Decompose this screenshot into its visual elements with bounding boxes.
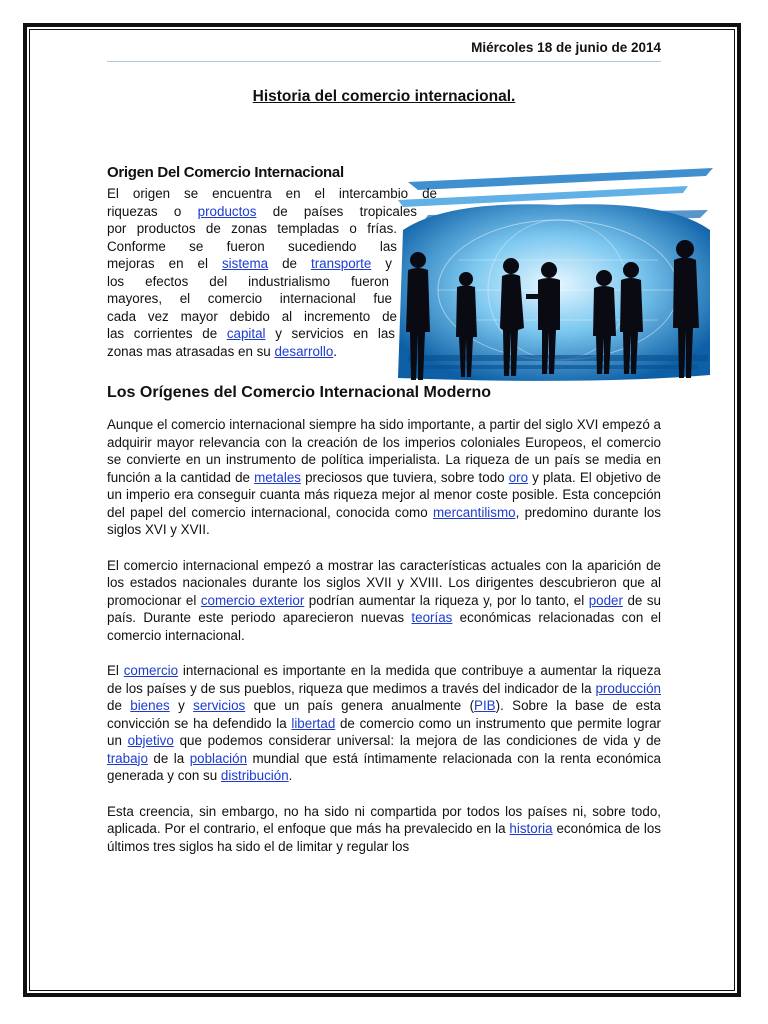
link-libertad[interactable]: libertad [291,715,336,731]
link-poder[interactable]: poder [588,592,623,608]
text-line: zonas mas atrasadas en su desarrollo. [107,343,338,359]
link-mercantilismo[interactable]: mercantilismo [432,504,516,520]
link-pib[interactable]: PIB [474,698,496,713]
header-date: Miércoles 18 de junio de 2014 [107,40,661,62]
section-origenes-modernos-text [107,416,661,855]
document-body [107,40,661,855]
link-transporte[interactable]: transporte [311,256,372,271]
link-población[interactable]: población [189,750,248,766]
text-line: cada vez mayor debido al incremento de [107,308,397,324]
link-historia[interactable]: historia [509,821,553,836]
link-teorías[interactable]: teorías [411,610,453,625]
link-bienes[interactable]: bienes [130,698,170,713]
link-metales[interactable]: metales [254,469,301,485]
paragraph: El comercio internacional es importante en la medida que contribuye a aumentar la riqueza de los países y de sus pueblos, riqueza que medimos a través del indicador de la producción de bienes y servicios que un país genera anualmente (PIB). Sobre la base de esta convicción se ha defendido la libertad de comercio como un instrumento que permite lograr un objetivo que podemos considerar universal: la mejora de las condiciones de vida y de trabajo de la población mundial que está íntimamente relacionada con la renta económica generada y con su distribución. [107,663,662,783]
section-origen [107,185,661,370]
link-servicios[interactable]: servicios [193,698,246,713]
text-line: mejoras en el sistema de transporte y [107,256,392,271]
text-line: los efectos del industrialismo fueron [107,273,389,289]
paragraph: Aunque el comercio internacional siempre ha sido importante, a partir del siglo XVI empezó a adquirir mayor relevancia con la creación de los imperios coloniales Europeos, el comercio se convierte en un instrumento de política imperialista. La riqueza de un país se media en función a la cantidad de metales preciosos que tuviera, sobre todo oro y plata. El objetivo de un imperio era conseguir cuanta más riqueza mejor al menor coste posible. Esta concepción del papel del comercio internacional, conocida como mercantilismo, predomino durante los siglos XVI y XVII. [107,417,662,537]
section-heading-origen: Origen Del Comercio Internacional [107,164,344,181]
text-line: Conforme se fueron sucediendo las [107,238,397,254]
link-comercio-exterior[interactable]: comercio exterior [200,592,305,608]
link-distribución[interactable]: distribución [220,768,289,783]
text-line: El origen se encuentra en el intercambio de [107,186,437,201]
text-line: las corrientes de capital y servicios en las [107,326,395,341]
link-trabajo[interactable]: trabajo [107,750,148,766]
link-sistema[interactable]: sistema [221,256,269,271]
link-capital[interactable]: capital [226,326,266,341]
text-line: riquezas o productos de países tropicales [107,203,417,219]
section-heading-origenes-modernos: Los Orígenes del Comercio Internacional Moderno [107,384,492,401]
link-comercio[interactable]: comercio [123,663,179,678]
text-line: mayores, el comercio internacional fue [107,291,392,306]
section-origen-text [107,185,661,360]
link-objetivo[interactable]: objetivo [127,733,174,748]
document-title: Historia del comercio internacional. [252,88,516,105]
link-oro[interactable]: oro [508,469,529,485]
text-line: por productos de zonas templadas o frías. [107,221,397,236]
link-producción[interactable]: producción [595,680,661,696]
link-productos[interactable]: productos [197,203,257,219]
link-desarrollo[interactable]: desarrollo [274,343,334,359]
paragraph: El comercio internacional empezó a mostrar las características actuales con la aparición de los estados nacionales durante los siglos XVII y XVIII. Los dirigentes descubrieron que al promocionar el comercio exterior podrían aumentar la riqueza y, por lo tanto, el poder de su país. Durante este periodo aparecieron nuevas teorías económicas relacionadas con el comercio internacional. [107,557,661,643]
paragraph: Esta creencia, sin embargo, no ha sido ni compartida por todos los países ni, sobre todo, aplicada. Por el contrario, el enfoque que más ha prevalecido en la historia económica de los últimos tres siglos ha sido el de limitar y regular los [107,803,662,854]
